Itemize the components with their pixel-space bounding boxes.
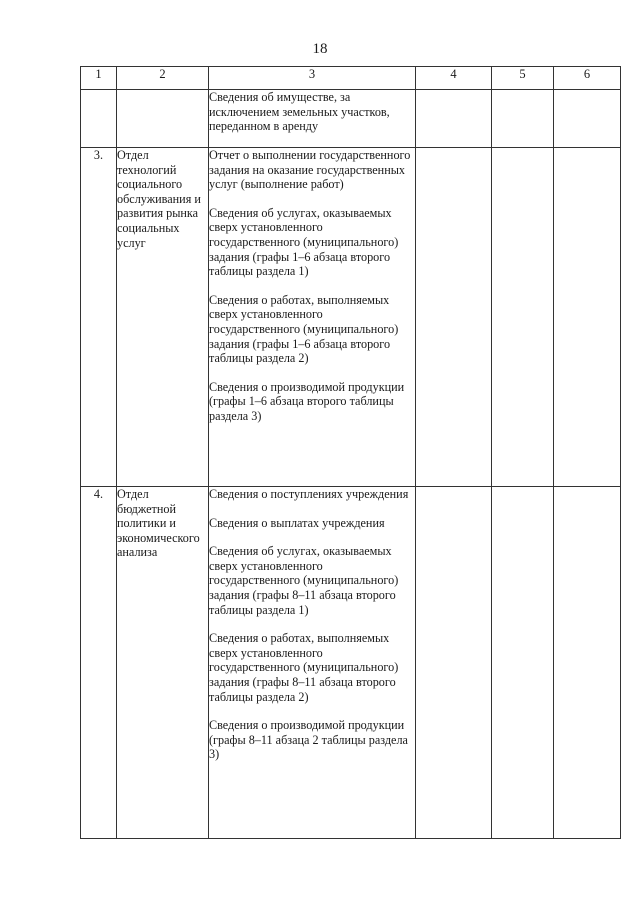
row-number: 4. (81, 487, 117, 839)
reports-cell (209, 148, 416, 487)
department-cell (117, 90, 209, 148)
report-item: Отчет о выполнении государственного задания на оказание государственных услуг (выполнение работ) (209, 148, 411, 192)
column-header: 6 (554, 67, 621, 90)
column-header: 4 (416, 67, 492, 90)
empty-cell (416, 148, 492, 487)
empty-cell (554, 90, 621, 148)
report-item: Сведения о производимой продукции (графы 1–6 абзаца второго таблицы раздела 3) (209, 379, 405, 423)
report-item: Сведения о работах, выполняемых сверх установленного государственного (муниципального) задания (графы 8–11 абзаца второго таблицы раздела 2) (209, 631, 399, 704)
empty-cell (554, 148, 621, 487)
row-number (81, 90, 117, 148)
table-header-row (81, 67, 621, 90)
report-item: Сведения о поступлениях учреждения (209, 487, 409, 501)
document-table (80, 66, 621, 839)
report-item: Сведения о выплатах учреждения (209, 515, 385, 530)
report-item: Сведения об услугах, оказываемых сверх установленного государственного (муниципального) задания (графы 8–11 абзаца второго таблицы раздела 1) (209, 544, 399, 617)
report-item: Сведения об услугах, оказываемых сверх установленного государственного (муниципального) задания (графы 1–6 абзаца второго таблицы раздела 1) (209, 205, 399, 279)
column-header: 1 (81, 67, 117, 90)
empty-cell (416, 90, 492, 148)
department-cell: Отдел бюджетной политики и экономического анализа (117, 487, 209, 839)
row-number: 3. (81, 148, 117, 487)
table-row (81, 487, 621, 839)
empty-cell (492, 487, 554, 839)
department-cell: Отдел технологий социального обслуживания и развития рынка социальных услуг (117, 148, 209, 487)
empty-cell (492, 90, 554, 148)
empty-cell (492, 148, 554, 487)
empty-cell (416, 487, 492, 839)
report-item: Сведения о производимой продукции (графы 8–11 абзаца 2 таблицы раздела 3) (209, 718, 408, 762)
reports-cell (209, 487, 416, 839)
table-row (81, 90, 621, 148)
report-item: Сведения о работах, выполняемых сверх установленного государственного (муниципального) задания (графы 1–6 абзаца второго таблицы раздела 2) (209, 292, 399, 366)
table-row (81, 148, 621, 487)
reports-cell (209, 90, 416, 148)
page-number: 18 (312, 41, 328, 57)
column-header: 3 (209, 67, 416, 90)
report-item: Сведения об имуществе, за исключением земельных участков, переданном в аренду (209, 90, 390, 134)
column-header: 5 (492, 67, 554, 90)
empty-cell (554, 487, 621, 839)
column-header: 2 (117, 67, 209, 90)
